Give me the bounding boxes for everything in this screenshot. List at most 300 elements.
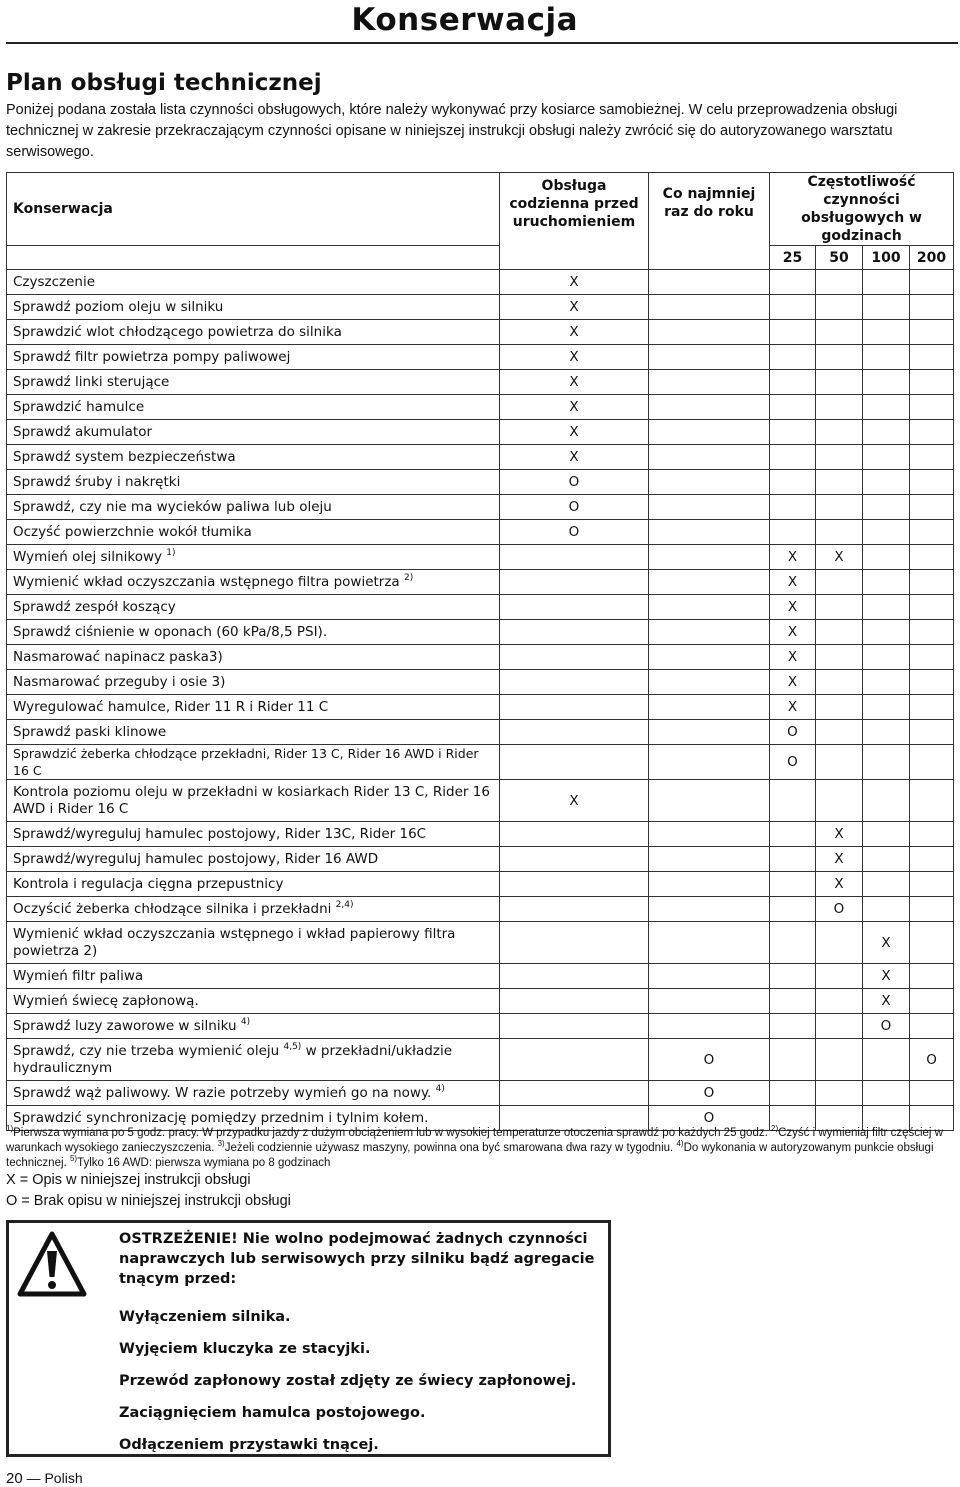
task-cell (7, 922, 500, 964)
mark-cell-h25 (770, 420, 816, 445)
mark-cell-h100 (863, 545, 910, 570)
task-cell (7, 645, 500, 670)
mark-cell-h50 (816, 989, 863, 1014)
table-row (7, 570, 954, 595)
legend-x: X = Opis w niniejszej instrukcji obsługi (6, 1172, 251, 1188)
mark-cell-h25 (770, 780, 816, 822)
mark-cell-yearly (649, 595, 770, 620)
warning-item: Odłączeniem przystawki tnącej. (119, 1437, 379, 1453)
table-row (7, 897, 954, 922)
mark-cell-h50 (816, 395, 863, 420)
hours-100-header: 100 (863, 246, 910, 270)
mark-cell-h25: O (770, 720, 816, 745)
mark-cell-h25 (770, 395, 816, 420)
mark-cell-daily (500, 570, 649, 595)
task-label: Oczyścić żeberka chłodzące silnika i przekładni (13, 900, 332, 917)
warning-item: Wyłączeniem silnika. (119, 1309, 291, 1325)
task-cell (7, 345, 500, 370)
mark-cell-h25 (770, 470, 816, 495)
table-body (7, 270, 954, 1131)
table-row (7, 345, 954, 370)
mark-cell-yearly (649, 420, 770, 445)
mark-cell-h100 (863, 295, 910, 320)
mark-cell-h200 (910, 395, 954, 420)
mark-cell-h200 (910, 445, 954, 470)
task-cell (7, 270, 500, 295)
mark-cell-h200 (910, 270, 954, 295)
mark-cell-daily: X (500, 270, 649, 295)
mark-cell-h25 (770, 520, 816, 545)
mark-cell-yearly (649, 570, 770, 595)
table-row (7, 847, 954, 872)
mark-cell-h200 (910, 295, 954, 320)
mark-cell-h100 (863, 695, 910, 720)
task-cell (7, 295, 500, 320)
mark-cell-daily: O (500, 520, 649, 545)
task-cell (7, 1039, 500, 1081)
col-header-daily: Obsługa codzienna przed uruchomieniem (500, 173, 649, 270)
mark-cell-h25: X (770, 670, 816, 695)
mark-cell-h50 (816, 964, 863, 989)
task-label: Sprawdź paski klinowe (13, 723, 167, 740)
mark-cell-h100 (863, 570, 910, 595)
table-row (7, 295, 954, 320)
mark-cell-h200 (910, 1081, 954, 1106)
mark-cell-yearly (649, 620, 770, 645)
mark-cell-h50 (816, 620, 863, 645)
mark-cell-h100 (863, 520, 910, 545)
mark-cell-daily (500, 989, 649, 1014)
mark-cell-h50 (816, 595, 863, 620)
mark-cell-yearly (649, 695, 770, 720)
mark-cell-daily (500, 1039, 649, 1081)
mark-cell-yearly (649, 670, 770, 695)
mark-cell-h50 (816, 570, 863, 595)
mark-cell-daily (500, 720, 649, 745)
mark-cell-h100 (863, 780, 910, 822)
mark-cell-h25 (770, 495, 816, 520)
mark-cell-h25: O (770, 745, 816, 780)
mark-cell-yearly (649, 295, 770, 320)
mark-cell-yearly: O (649, 1106, 770, 1131)
mark-cell-yearly (649, 720, 770, 745)
mark-cell-h200 (910, 964, 954, 989)
task-label-tail: w przekładni/układzie hydraulicznym (13, 1042, 452, 1076)
task-label: Kontrola i regulacja cięgna przepustnicy (13, 875, 284, 892)
table-row (7, 872, 954, 897)
mark-cell-yearly (649, 1014, 770, 1039)
task-cell (7, 822, 500, 847)
page-footer (6, 1470, 83, 1487)
footnote-4: Do wykonania w autoryzowanym punkcie obsługi technicznej. (6, 1142, 934, 1169)
mark-cell-h25: X (770, 695, 816, 720)
mark-cell-h50 (816, 1039, 863, 1081)
mark-cell-h100 (863, 670, 910, 695)
mark-cell-h50: X (816, 847, 863, 872)
mark-cell-h100 (863, 495, 910, 520)
mark-cell-h100 (863, 897, 910, 922)
table-row (7, 395, 954, 420)
mark-cell-h200 (910, 495, 954, 520)
table-row (7, 420, 954, 445)
mark-cell-h25 (770, 1081, 816, 1106)
mark-cell-yearly (649, 320, 770, 345)
mark-cell-h50 (816, 645, 863, 670)
task-label: Sprawdź ciśnienie w oponach (60 kPa/8,5 PSI). (13, 623, 328, 640)
task-label: Nasmarować napinacz paska3) (13, 648, 223, 665)
task-label: Sprawdź wąż paliwowy. W razie potrzeby wymień go na nowy. (13, 1084, 432, 1101)
mark-cell-daily (500, 872, 649, 897)
footnote-3-mark: 3) (217, 1139, 225, 1148)
mark-cell-h100 (863, 620, 910, 645)
mark-cell-h200 (910, 520, 954, 545)
task-label: Sprawdzić wlot chłodzącego powietrza do silnika (13, 323, 342, 340)
mark-cell-yearly (649, 847, 770, 872)
mark-cell-h25: X (770, 620, 816, 645)
task-cell (7, 470, 500, 495)
mark-cell-h200 (910, 620, 954, 645)
table-row (7, 964, 954, 989)
mark-cell-h25 (770, 872, 816, 897)
table-row (7, 822, 954, 847)
mark-cell-h100 (863, 1039, 910, 1081)
mark-cell-h50 (816, 922, 863, 964)
mark-cell-h50 (816, 295, 863, 320)
task-label: Wymienić wkład oczyszczania wstępnego i wkład papierowy filtra powietrza 2) (13, 925, 456, 959)
task-label: Sprawdź zespół koszący (13, 598, 176, 615)
mark-cell-h50 (816, 1014, 863, 1039)
mark-cell-h25 (770, 270, 816, 295)
mark-cell-h50 (816, 780, 863, 822)
task-label: Nasmarować przeguby i osie 3) (13, 673, 226, 690)
task-cell (7, 720, 500, 745)
mark-cell-daily (500, 670, 649, 695)
mark-cell-daily: X (500, 345, 649, 370)
footnote-1: Pierwsza wymiana po 5 godz. pracy. W przypadku jazdy z dużym obciążeniem lub w wysokiej temperaturze otoczenia sprawdź po każdych 25 godz. (13, 1127, 768, 1139)
warning-box (6, 1220, 611, 1457)
mark-cell-yearly (649, 270, 770, 295)
footnote-4-mark: 4) (676, 1139, 684, 1148)
col-header-yearly: Co najmniej raz do roku (649, 173, 770, 270)
task-label: Sprawdź śruby i nakrętki (13, 473, 181, 490)
mark-cell-h200 (910, 670, 954, 695)
col-header-task-blank (7, 246, 500, 270)
mark-cell-h50 (816, 1081, 863, 1106)
warning-item: Zaciągnięciem hamulca postojowego. (119, 1405, 426, 1421)
mark-cell-h100: X (863, 964, 910, 989)
mark-cell-h100 (863, 720, 910, 745)
mark-cell-daily (500, 1081, 649, 1106)
task-label: Sprawdzić hamulce (13, 398, 145, 415)
mark-cell-h50 (816, 420, 863, 445)
task-label: Czyszczenie (13, 273, 96, 290)
page-header-title: Konserwacja (351, 2, 578, 38)
task-cell (7, 780, 500, 822)
mark-cell-h50: O (816, 897, 863, 922)
mark-cell-h200 (910, 545, 954, 570)
table-row (7, 745, 954, 780)
mark-cell-h50: X (816, 545, 863, 570)
mark-cell-daily: X (500, 370, 649, 395)
table-row (7, 445, 954, 470)
mark-cell-h100 (863, 445, 910, 470)
warning-item: Przewód zapłonowy został zdjęty ze świecy zapłonowej. (119, 1373, 577, 1389)
col-header-hours: Częstotliwość czynności obsługowych w godzinach (770, 173, 954, 246)
footnote-ref: 1) (166, 547, 176, 558)
footnote-ref: 4,5) (283, 1041, 302, 1052)
mark-cell-h100 (863, 745, 910, 780)
footnote-ref: 4) (435, 1083, 445, 1094)
mark-cell-yearly (649, 370, 770, 395)
task-label: Wymień świecę zapłonową. (13, 992, 199, 1009)
maintenance-schedule-table (6, 172, 954, 1131)
task-label: Sprawdź/wyreguluj hamulec postojowy, Rider 16 AWD (13, 850, 379, 867)
mark-cell-daily: X (500, 395, 649, 420)
mark-cell-h50 (816, 745, 863, 780)
table-row (7, 922, 954, 964)
mark-cell-yearly (649, 872, 770, 897)
mark-cell-daily: O (500, 495, 649, 520)
task-label: Sprawdź system bezpieczeństwa (13, 448, 236, 465)
mark-cell-h25 (770, 370, 816, 395)
mark-cell-daily: X (500, 295, 649, 320)
table-row (7, 545, 954, 570)
task-cell (7, 495, 500, 520)
task-cell (7, 595, 500, 620)
task-cell (7, 445, 500, 470)
footnote-3: Jeżeli codziennie używasz maszyny, powinna ona być smarowana dwa razy w tygodniu. (224, 1142, 674, 1154)
hours-25-header: 25 (770, 246, 816, 270)
mark-cell-daily (500, 695, 649, 720)
task-cell (7, 847, 500, 872)
mark-cell-h100 (863, 420, 910, 445)
task-label: Sprawdź luzy zaworowe w silniku (13, 1017, 237, 1034)
mark-cell-daily (500, 595, 649, 620)
table-row (7, 720, 954, 745)
mark-cell-daily: X (500, 420, 649, 445)
mark-cell-h50 (816, 270, 863, 295)
warning-item: Wyjęciem kluczyka ze stacyjki. (119, 1341, 371, 1357)
mark-cell-h25 (770, 345, 816, 370)
table-subheader-row (7, 246, 954, 270)
mark-cell-h100 (863, 395, 910, 420)
warning-head: OSTRZEŻENIE! Nie wolno podejmować żadnych czynności naprawczych lub serwisowych przy silniku bądź agregacie tnącym przed: (119, 1231, 595, 1287)
warning-text (119, 1229, 599, 1467)
table-row (7, 520, 954, 545)
mark-cell-daily (500, 847, 649, 872)
table-row (7, 1081, 954, 1106)
section-title: Plan obsługi technicznej (6, 70, 322, 96)
mark-cell-h100 (863, 345, 910, 370)
mark-cell-h25 (770, 822, 816, 847)
footnote-5: Tylko 16 AWD: pierwsza wymiana po 8 godzinach (77, 1157, 331, 1169)
mark-cell-h50 (816, 670, 863, 695)
mark-cell-yearly (649, 645, 770, 670)
mark-cell-h100 (863, 872, 910, 897)
mark-cell-yearly (649, 989, 770, 1014)
mark-cell-h25 (770, 295, 816, 320)
task-label: Wymień filtr paliwa (13, 967, 144, 984)
mark-cell-h200 (910, 695, 954, 720)
mark-cell-h200 (910, 470, 954, 495)
mark-cell-h25 (770, 989, 816, 1014)
mark-cell-h200: O (910, 1039, 954, 1081)
footnote-ref: 4) (240, 1016, 251, 1027)
mark-cell-h200 (910, 897, 954, 922)
mark-cell-h200 (910, 570, 954, 595)
mark-cell-yearly (649, 922, 770, 964)
mark-cell-h200 (910, 320, 954, 345)
mark-cell-h50 (816, 470, 863, 495)
mark-cell-h25: X (770, 570, 816, 595)
mark-cell-h200 (910, 847, 954, 872)
task-cell (7, 964, 500, 989)
table-row (7, 495, 954, 520)
mark-cell-daily (500, 822, 649, 847)
table-row (7, 1014, 954, 1039)
mark-cell-h200 (910, 745, 954, 780)
mark-cell-h25 (770, 445, 816, 470)
mark-cell-h25: X (770, 545, 816, 570)
mark-cell-h100 (863, 470, 910, 495)
mark-cell-yearly: O (649, 1039, 770, 1081)
mark-cell-h25 (770, 964, 816, 989)
mark-cell-h25 (770, 847, 816, 872)
mark-cell-h25: X (770, 595, 816, 620)
task-cell (7, 1081, 500, 1106)
mark-cell-h200 (910, 780, 954, 822)
task-label: Wymienić wkład oczyszczania wstępnego filtra powietrza (13, 573, 400, 590)
task-cell (7, 670, 500, 695)
task-cell (7, 745, 500, 780)
mark-cell-h25 (770, 922, 816, 964)
mark-cell-h25: X (770, 645, 816, 670)
mark-cell-daily: O (500, 470, 649, 495)
mark-cell-yearly (649, 520, 770, 545)
mark-cell-h50 (816, 695, 863, 720)
task-label: Sprawdź/wyreguluj hamulec postojowy, Rider 13C, Rider 16C (13, 825, 427, 842)
mark-cell-yearly (649, 345, 770, 370)
mark-cell-h25 (770, 1039, 816, 1081)
footnote-1-mark: 1) (6, 1124, 14, 1133)
table-row (7, 370, 954, 395)
table-row (7, 320, 954, 345)
task-cell (7, 320, 500, 345)
mark-cell-yearly (649, 897, 770, 922)
mark-cell-yearly (649, 395, 770, 420)
task-label: Sprawdź filtr powietrza pompy paliwowej (13, 348, 291, 365)
mark-cell-yearly (649, 445, 770, 470)
mark-cell-yearly (649, 745, 770, 780)
task-label: Sprawdź, czy nie ma wycieków paliwa lub oleju (13, 498, 332, 515)
mark-cell-yearly (649, 964, 770, 989)
mark-cell-daily: X (500, 445, 649, 470)
task-label: Kontrola poziomu oleju w przekładni w kosiarkach Rider 13 C, Rider 16 AWD i Rider 16 C (13, 783, 490, 817)
mark-cell-daily (500, 545, 649, 570)
mark-cell-h200 (910, 345, 954, 370)
mark-cell-h50 (816, 320, 863, 345)
mark-cell-h50 (816, 345, 863, 370)
table-row (7, 270, 954, 295)
mark-cell-h100 (863, 1081, 910, 1106)
mark-cell-yearly (649, 495, 770, 520)
task-cell (7, 370, 500, 395)
table-row (7, 989, 954, 1014)
task-label: Sprawdzić synchronizację pomiędzy przednim i tylnim kołem. (13, 1109, 429, 1126)
task-label: Sprawdzić żeberka chłodzące przekładni, Rider 13 C, Rider 16 AWD i Rider 16 C (13, 746, 479, 778)
task-cell (7, 420, 500, 445)
footnote-ref: 2,4) (335, 899, 354, 910)
mark-cell-daily: X (500, 780, 649, 822)
task-cell (7, 545, 500, 570)
mark-cell-h200 (910, 1014, 954, 1039)
task-cell (7, 1014, 500, 1039)
mark-cell-yearly (649, 780, 770, 822)
mark-cell-h200 (910, 989, 954, 1014)
mark-cell-h100 (863, 270, 910, 295)
mark-cell-daily (500, 897, 649, 922)
table-row (7, 1039, 954, 1081)
footnote-2: Czyść i wymieniaj filtr częściej w warunkach wysokiego zanieczyszczenia. (6, 1127, 943, 1154)
task-label: Sprawdź poziom oleju w silniku (13, 298, 224, 315)
mark-cell-h100 (863, 320, 910, 345)
mark-cell-daily: X (500, 320, 649, 345)
mark-cell-h100: X (863, 989, 910, 1014)
mark-cell-yearly (649, 470, 770, 495)
footer-dash: — (26, 1470, 41, 1486)
table-row (7, 670, 954, 695)
table-row (7, 695, 954, 720)
mark-cell-daily (500, 922, 649, 964)
task-cell (7, 395, 500, 420)
table-row (7, 780, 954, 822)
mark-cell-h50 (816, 370, 863, 395)
table-row (7, 620, 954, 645)
task-cell (7, 570, 500, 595)
footnote-ref: 2) (404, 572, 414, 583)
mark-cell-h100 (863, 822, 910, 847)
mark-cell-h200 (910, 420, 954, 445)
task-label: Sprawdź, czy nie trzeba wymienić oleju (13, 1042, 280, 1059)
footnote-5-mark: 5) (69, 1154, 78, 1163)
legend-o: O = Brak opisu w niniejszej instrukcji obsługi (6, 1193, 291, 1209)
table-row (7, 470, 954, 495)
mark-cell-h50: X (816, 822, 863, 847)
task-label: Sprawdź akumulator (13, 423, 153, 440)
task-label: Wyregulować hamulce, Rider 11 R i Rider 11 C (13, 698, 329, 715)
mark-cell-h200 (910, 645, 954, 670)
task-label: Wymień olej silnikowy (13, 548, 162, 565)
mark-cell-h200 (910, 595, 954, 620)
mark-cell-yearly (649, 545, 770, 570)
mark-cell-h25 (770, 320, 816, 345)
task-cell (7, 989, 500, 1014)
mark-cell-h200 (910, 822, 954, 847)
mark-cell-h200 (910, 872, 954, 897)
mark-cell-h50 (816, 520, 863, 545)
task-cell (7, 695, 500, 720)
col-header-task: Konserwacja (7, 173, 500, 246)
mark-cell-h100: O (863, 1014, 910, 1039)
warning-triangle-icon (17, 1231, 87, 1297)
mark-cell-h25 (770, 897, 816, 922)
page-number: 20 (6, 1470, 23, 1487)
footnotes (6, 1126, 956, 1171)
table-header-row (7, 173, 954, 246)
table-row (7, 595, 954, 620)
mark-cell-h100 (863, 645, 910, 670)
task-cell (7, 620, 500, 645)
